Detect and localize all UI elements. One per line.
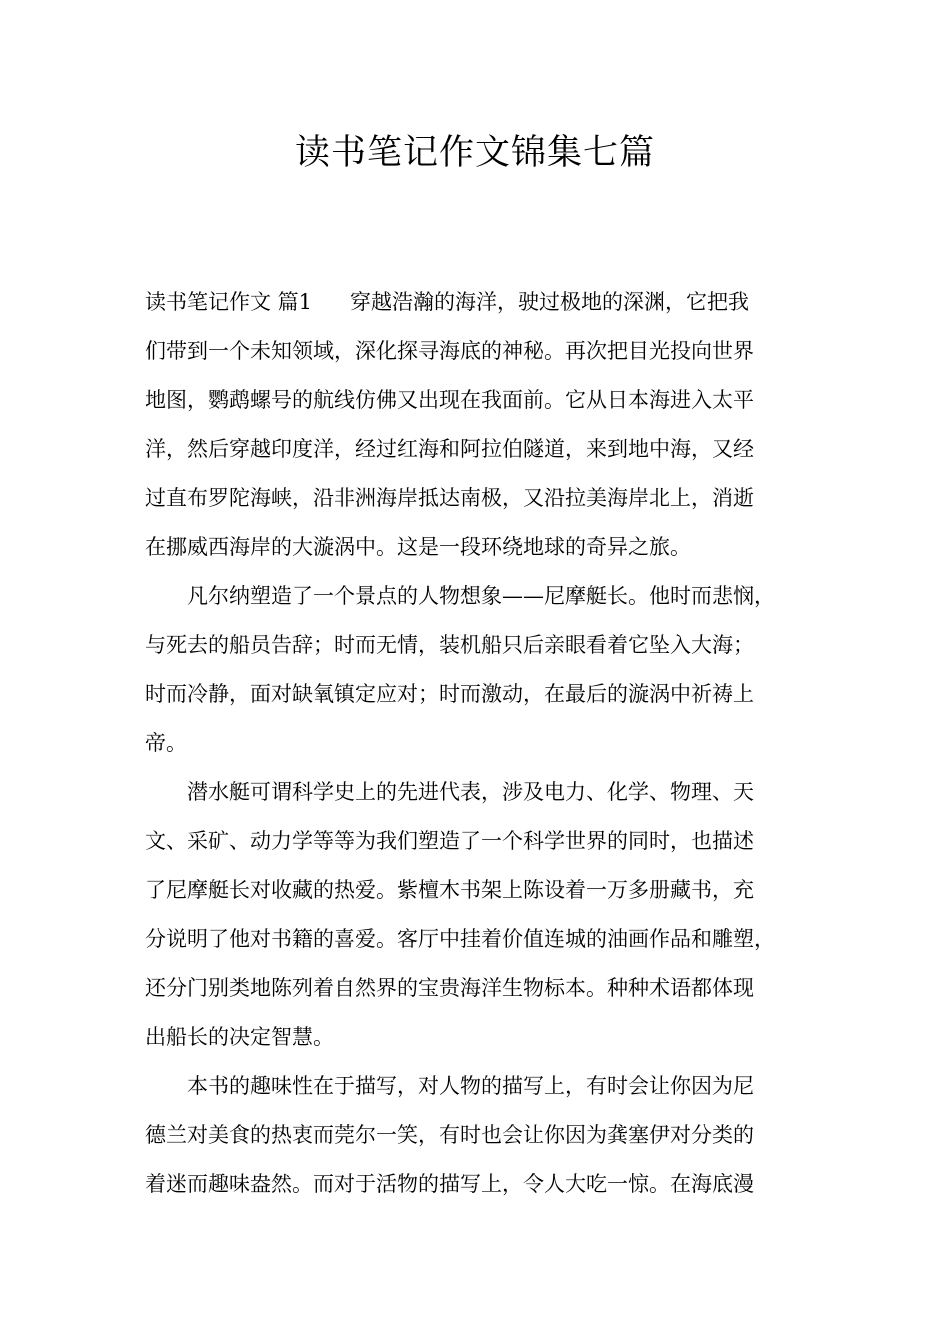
document-body [145, 278, 817, 1209]
text-line: 与死去的船员告辞；时而无情，装机船只后亲眼看着它坠入大海； [145, 633, 754, 657]
text-line: 本书的趣味性在于描写，对人物的描写上，有时会让你因为尼 [187, 1074, 754, 1098]
text-line: 出船长的决定智慧。 [145, 1025, 334, 1049]
text-line: 时而冷静，面对缺氧镇定应对；时而激动，在最后的漩涡中祈祷上 [145, 682, 754, 706]
text-line: 在挪威西海岸的大漩涡中。这是一段环绕地球的奇异之旅。 [145, 535, 691, 559]
text-line [145, 278, 817, 327]
text-line: 了尼摩艇长对收藏的热爱。紫檀木书架上陈设着一万多册藏书，充 [145, 878, 754, 902]
document-title: 读书笔记作文锦集七篇 [294, 133, 655, 173]
text-line: 们带到一个未知领域，深化探寻海底的神秘。再次把目光投向世界 [145, 339, 754, 363]
text-line: 文、采矿、动力学等等为我们塑造了一个科学世界的同时，也描述 [145, 829, 754, 853]
text-line: 着迷而趣味盎然。而对于活物的描写上，令人大吃一惊。在海底漫 [145, 1172, 754, 1196]
text-line: 过直布罗陀海峡，沿非洲海岸抵达南极，又沿拉美海岸北上，消逝 [145, 486, 754, 510]
text-line: 帝。 [145, 731, 187, 755]
text-line: 分说明了他对书籍的喜爱。客厅中挂着价值连城的油画作品和雕塑， [145, 927, 775, 951]
text-line: 还分门别类地陈列着自然界的宝贵海洋生物标本。种种术语都体现 [145, 976, 754, 1000]
text-line: 凡尔纳塑造了一个景点的人物想象——尼摩艇长。他时而悲悯， [187, 584, 775, 608]
text-line: 洋，然后穿越印度洋，经过红海和阿拉伯隧道，来到地中海，又经 [145, 437, 754, 461]
text-line: 潜水艇可谓科学史上的先进代表，涉及电力、化学、物理、天 [187, 780, 754, 804]
text-line: 德兰对美食的热衷而莞尔一笑，有时也会让你因为龚塞伊对分类的 [145, 1123, 754, 1147]
text-line: 地图，鹦鹉螺号的航线仿佛又出现在我面前。它从日本海进入太平 [145, 388, 754, 412]
section-label: 读书笔记作文 篇1 [145, 290, 313, 314]
line-text: 穿越浩瀚的海洋，驶过极地的深渊，它把我 [350, 290, 750, 314]
